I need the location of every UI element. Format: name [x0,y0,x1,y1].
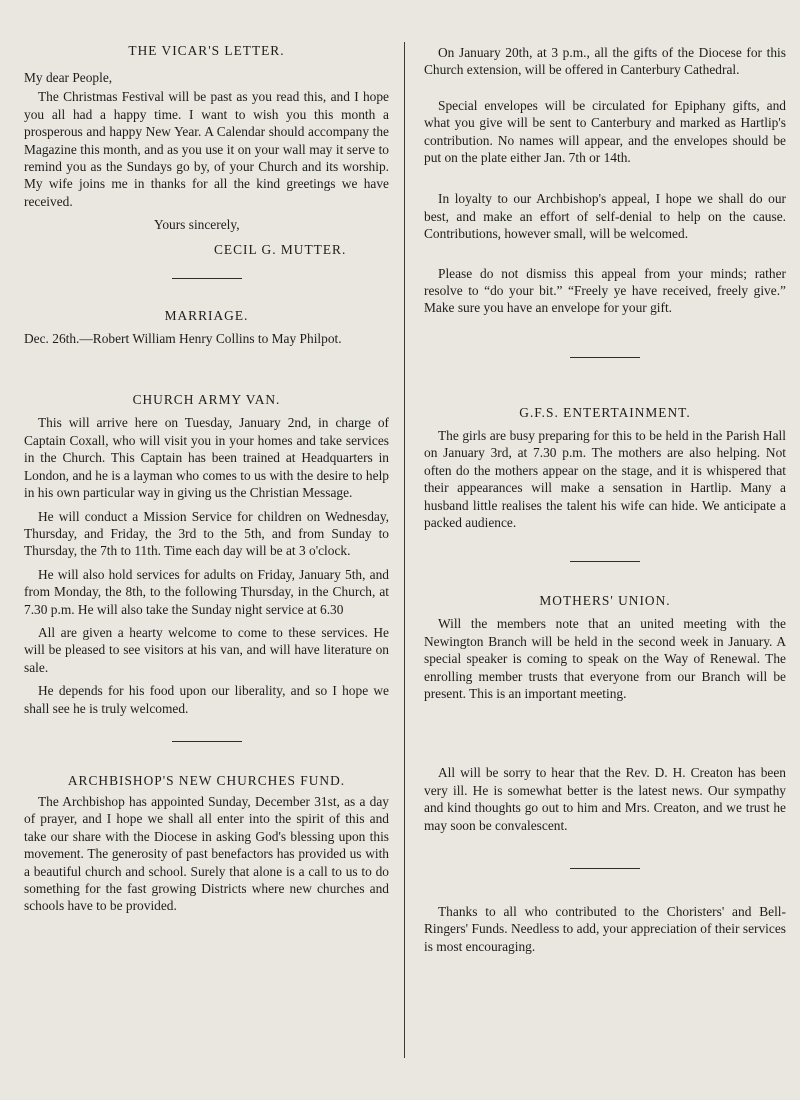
churches-fund-body: The Archbishop has appointed Sunday, December 31st, as a day of prayer, and I hope we shall all enter into the spirit of this and take our share with the Diocese in asking God's blessing upon this movement. The generosity of past benefactors has provided us with a beautiful church and school. Surely that alone is a call to us to do something for the fast growing Districts where new churches and schools have to be provided. [24,793,389,914]
vicars-letter-title: THE VICAR'S LETTER. [128,43,285,58]
appeal-p4: Please do not dismiss this appeal from your minds; rather resolve to “do your bit.” “Freely ye have received, freely give.” Make sure you have an envelope for your gift. [424,265,786,316]
creaton-body: All will be sorry to hear that the Rev. D. H. Creaton has been very ill. He is somewhat better is the latest news. Our sympathy and kind thoughts go out to him and Mrs. Creaton, and we trust he may soon be convalescent. [424,765,786,833]
mothers-union-body: Will the members note that an united meeting with the Newington Branch will be held in the second week in January. A special speaker is coming to speak on the Way of Renewal. The enrolling member trusts that everyone from our Branch will be present. This is an important meeting. [424,616,786,701]
church-army-p2: He will conduct a Mission Service for children on Wednesday, Thursday, and Friday, the 3rd to the 5th, and from Sunday to Thursday, the 7th to 11th. Time each day will be at 3 o'clock. [24,508,389,559]
gfs-entertainment-body: The girls are busy preparing for this to be held in the Parish Hall on January 3rd, at 7.30 p.m. The mothers are also helping. Not often do the mothers appear on the stage, and it is whispered that their appearances will make a sensation in Hartlip. Many a husband little realises the talent his wife can hide. We anticipate a packed audience. [424,427,786,530]
column-divider [404,42,405,1058]
fund-appeal-continued [424,44,786,317]
vicars-letter-body: The Christmas Festival will be past as you read this, and I hope you all had a happy time. I want to wish you this month a prosperous and happy New Year. A Calendar should accompany the Magazine this month, and as you use it on your wall may it serve to remind you as the Sundays go by, of your Church and its worship. My wife joins me in thanks for all the kind greetings we have received. [24,89,389,209]
appeal-p2: Special envelopes will be circulated for Epiphany gifts, and what you give will be sent to Canterbury and marked as Hartlip's contribution. No names will appear, and the envelopes should be put on the plate either Jan. 7th or 14th. [424,97,786,166]
salutation: My dear People, [24,70,113,85]
marriage-section [24,307,389,347]
thanks-notice [424,903,786,955]
vicars-letter [24,42,389,258]
church-army-p1: This will arrive here on Tuesday, January 2nd, in charge of Captain Coxall, who will visit you in your homes and take services in the Church. This Captain has been trained at Headquarters in London, and he is a layman who comes to us with the desire to help in his own particular way in giving us the Christian Message. [24,415,389,501]
right-column [424,38,786,955]
churches-fund-section [24,772,389,915]
church-army-van-section [24,391,389,717]
appeal-p1: On January 20th, at 3 p.m., all the gifts of the Diocese for this Church extension, will be offered in Canterbury Cathedral. [424,45,786,78]
section-rule [570,357,640,358]
section-rule [570,868,640,869]
appeal-p3: In loyalty to our Archbishop's appeal, I hope we shall do our best, and make an effort of self-denial to help on the cause. Contributions, however small, will be welcomed. [424,191,786,242]
church-army-p4: All are given a hearty welcome to come to these services. He will be pleased to see visitors at his van, and will have literature on sale. [24,624,389,675]
section-rule [570,561,640,562]
mothers-union-section [424,592,786,702]
church-army-p5: He depends for his food upon our liberality, and so I hope we shall see he is truly welcomed. [24,683,389,716]
letter-closing: Yours sincerely, [154,217,240,233]
gfs-entertainment-section [424,404,786,531]
church-army-van-title: CHURCH ARMY VAN. [132,392,281,408]
gfs-entertainment-title: G.F.S. ENTERTAINMENT. [519,404,691,420]
section-rule [172,741,242,742]
marriage-title: MARRIAGE. [164,308,249,324]
thanks-body: Thanks to all who contributed to the Choristers' and Bell-Ringers' Funds. Needless to add, your appreciation of their services is most encouraging. [424,903,786,954]
letter-signature: CECIL G. MUTTER. [214,241,347,257]
mothers-union-title: MOTHERS' UNION. [539,593,671,609]
marriage-entry: Dec. 26th.—Robert William Henry Collins to May Philpot. [24,331,342,347]
left-column [24,38,389,915]
churches-fund-title: ARCHBISHOP'S NEW CHURCHES FUND. [67,772,346,788]
church-army-p3: He will also hold services for adults on Friday, January 5th, and from Monday, the 8th, to the following Thursday, in the Church, at 7.30 p.m. He will also take the Sunday night service at 6.30 [24,566,389,617]
section-rule [172,278,242,279]
creaton-notice [424,764,786,834]
